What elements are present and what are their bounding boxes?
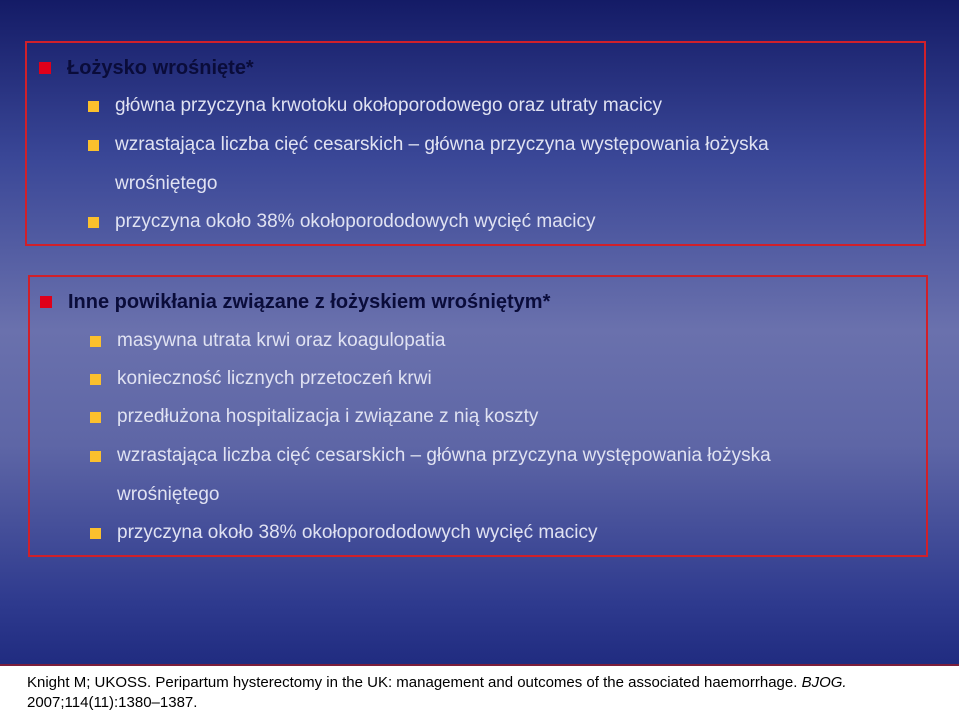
yellow-square-bullet-icon xyxy=(90,412,101,423)
section2-bullet xyxy=(117,521,598,545)
yellow-square-bullet-icon xyxy=(88,217,99,228)
section1-bullet-continuation xyxy=(115,172,217,196)
section2-bullet-text: wzrastająca liczba cięć cesarskich – główna przyczyna występowania łożyska xyxy=(117,445,771,466)
yellow-square-bullet-icon xyxy=(90,374,101,385)
section1-bullet-text: wzrastająca liczba cięć cesarskich – główna przyczyna występowania łożyska xyxy=(115,134,769,155)
citation-footer xyxy=(0,664,959,718)
citation-journal: BJOG. xyxy=(801,674,847,691)
section1-bullet xyxy=(115,210,596,234)
section2-bullet-text: przedłużona hospitalizacja i związane z nią koszty xyxy=(117,406,539,427)
section2-heading xyxy=(68,290,550,314)
citation-details: 2007;114(11):1380–1387. xyxy=(27,694,198,711)
section1-bullet-text: przyczyna około 38% okołoporododowych wycięć macicy xyxy=(115,211,596,232)
yellow-square-bullet-icon xyxy=(88,101,99,112)
section1-bullet xyxy=(115,133,769,157)
section2-heading-text: Inne powikłania związane z łożyskiem wrośniętym* xyxy=(68,291,551,313)
section2-bullet-text: wrośniętego xyxy=(117,484,220,505)
section2-bullet-text: masywna utrata krwi oraz koagulopatia xyxy=(117,330,446,351)
red-square-bullet-icon xyxy=(40,296,52,308)
section2-bullet xyxy=(117,329,445,353)
section2-bullet xyxy=(117,367,432,391)
yellow-square-bullet-icon xyxy=(88,140,99,151)
section2-bullet xyxy=(117,444,771,468)
section1-bullet-text: wrośniętego xyxy=(115,173,218,194)
section1-bullet xyxy=(115,94,662,118)
section2-bullet-text: przyczyna około 38% okołoporododowych wycięć macicy xyxy=(117,522,598,543)
yellow-square-bullet-icon xyxy=(90,336,101,347)
yellow-square-bullet-icon xyxy=(90,451,101,462)
yellow-square-bullet-icon xyxy=(90,528,101,539)
red-square-bullet-icon xyxy=(39,62,51,74)
citation-text: Knight M; UKOSS. Peripartum hysterectomy in the UK: management and outcomes of the associated haemorrhage. xyxy=(27,674,802,691)
section1-heading xyxy=(67,56,254,80)
section1-heading-text: Łożysko wrośnięte* xyxy=(67,57,254,79)
section2-bullet-text: konieczność licznych przetoczeń krwi xyxy=(117,368,432,389)
section2-bullet-continuation xyxy=(117,483,219,507)
section1-bullet-text: główna przyczyna krwotoku okołoporodowego oraz utraty macicy xyxy=(115,95,663,116)
section2-bullet xyxy=(117,405,538,429)
